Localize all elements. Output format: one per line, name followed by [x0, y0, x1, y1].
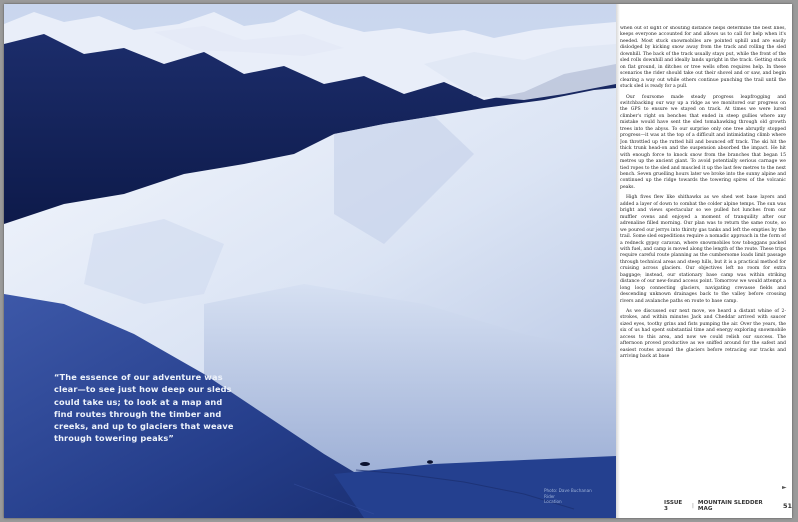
- footer-separator: |: [692, 503, 694, 509]
- article-paragraph: As we discussed our next move, we heard a distant whine of 2-strokes, and within minutes Jack and Cheddar arrived with saucer sized eyes, toothy grins and fists pumping the air. Over the years, the six of us had spent substantial time and energy exploring snowmobile access to this area, and now we could relish our success. The afternoon proved productive as we sniffed around for the safest and easiest routes around the glaciers before retracing our tracks and arriving back at base: [620, 309, 786, 360]
- magazine-spread: [4, 4, 792, 518]
- footer-issue: ISSUE 3: [664, 500, 683, 512]
- footer-magazine: MOUNTAIN SLEDDER MAG: [697, 500, 763, 512]
- pull-quote: “The essence of our adventure was clear—to see just how deep our sleds could take us; to look at a map and find routes through the timber and creeks, and up to glaciers that weave through towering peaks”: [54, 372, 234, 444]
- rider-2: [427, 460, 433, 464]
- article-paragraph: Our foursome made steady progress leapfrogging and switchbacking our way up a ridge as we monitored our progress on the GPS to ensure we stayed on track. At times we were lured climber's right on benches that ended in steep gullies where any mistake would have sent the sled tomahawking through old growth trees into the abyss. To our surprise only one tree abruptly stopped progress—it was at the top of a difficult and intimidating climb where Jon throttled up the rutted hill and bounced off track. The ski hit the thick trunk head-on and the suspension absorbed the impact. He hit with enough force to knock snow from the branches that began 15 metres up the ancient giant. To avoid potentially serious carnage we tied ropes to the sled and muscled it up the last few metres to the next bench. Seven gruelling hours later we broke into the sunny alpine and continued up the ridge towards the towering spires of the volcanic peaks.: [620, 94, 786, 190]
- photo-credit-rider: Rider: [544, 493, 556, 499]
- rider-1: [360, 462, 370, 466]
- page-number: 51: [782, 502, 792, 510]
- article-paragraph: when out of sight or shouting distance helps determine the best lines, keeps everyone accounted for and allows us to call for help when it's needed. Most stuck snowmobiles are pointed uphill and are easily dislodged by kicking snow away from the track and rolling the sled downhill. The back of the track usually stays put, while the front of the sled rolls downhill and ideally lands upright in the track. Getting stuck on flat ground, in ditches or tree wells often requires help. In these scenarios the rider should take out their shovel and or saw, and begin clearing a way out while others continue punching the trail until the stuck sled is ready for a pull.: [620, 26, 786, 90]
- mountain-photo: [4, 4, 616, 518]
- photo-credit-location: Location: [544, 499, 562, 505]
- page-footer: [664, 500, 792, 512]
- photo-credit-line: Photo: Dave Buchanan: [544, 488, 592, 493]
- photo-credit: [544, 488, 592, 505]
- article-paragraph: High fives flew like shithawks as we shed wet base layers and added a layer of down to combat the colder alpine temps. The sun was bright and views spectacular so we pulled hot lunches from our muffler ovens and enjoyed a moment of tranquility after our adrenaline filled morning. Our plan was to return the same route, so we poured our jerrys into thirsty gas tanks and left the empties by the trail. Some sled expeditions require a nomadic approach in the form of a redneck gypsy caravan, where snowmobiles tow toboggans packed with fuel, and camp is moved along the length of the route. These trips require careful route planning as the cumbersome loads limit passage through technical areas and steep hills, but it is a practical method for cruising across glaciers. Our objectives left no room for extra baggage; instead, our stationary base camp was within striking distance of our new-found access point. Tomorrow we would attempt a long loop connecting glaciers, navigating crevasse fields and descending unknown drainages back to the valley before crossing rivers and avalanche paths en route to base camp.: [620, 195, 786, 304]
- continue-arrow-icon: ►: [782, 484, 787, 491]
- article-body: [620, 26, 786, 488]
